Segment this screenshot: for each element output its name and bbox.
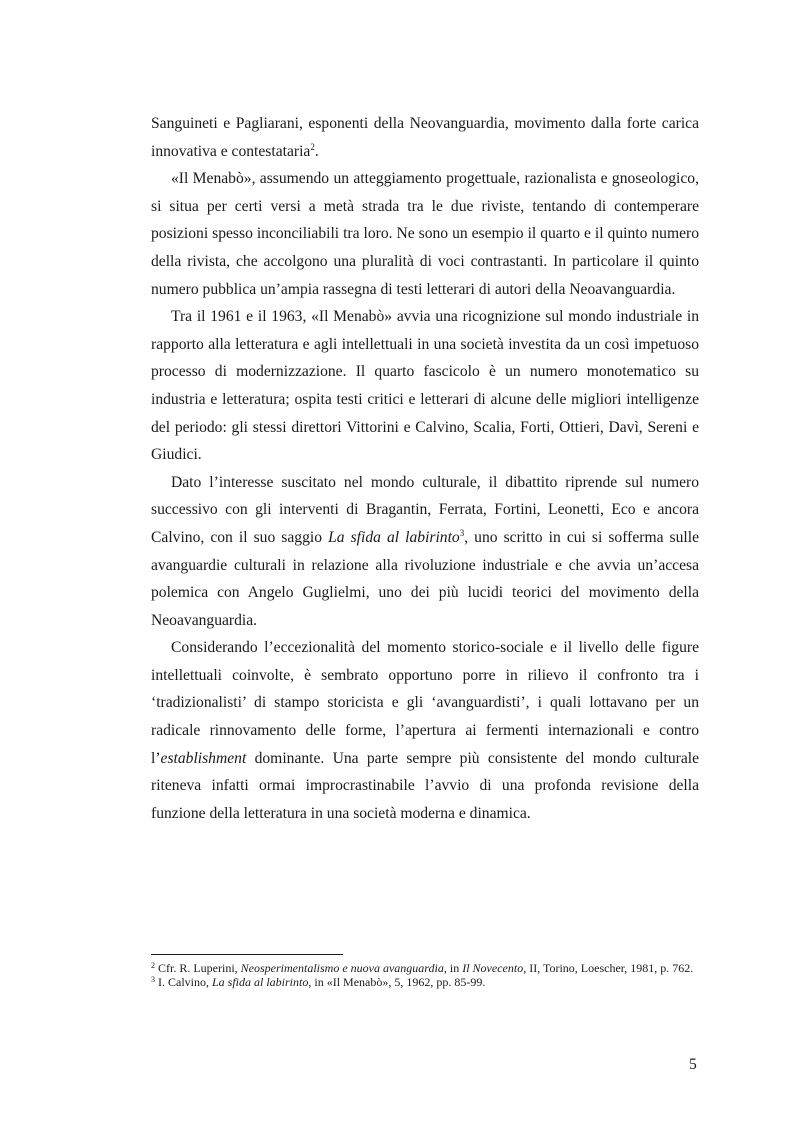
footnote-ref-3[interactable]: 3 <box>459 527 465 538</box>
body-text <box>151 110 699 827</box>
paragraph-5: Considerando l’eccezionalità del momento storico-sociale e il livello delle figure intellettuali coinvolte, è sembrato opportuno porre in rilievo il confronto tra i ‘tradizionalisti’ di stampo storicista e gli ‘avanguardisti’, i quali lottavano per un radicale rinnovamento delle forme, l’apertura ai fermenti internazionali e contro l’establishment dominante. Una parte sempre più consistente del mondo culturale riteneva infatti ormai improcrastinabile l’avvio di una profonda revisione della funzione della letteratura in una società moderna e dinamica. <box>151 639 699 822</box>
footnote-separator <box>151 954 343 955</box>
footnote-3: $^3$ I. Calvino, La sfida al labirinto, in «Il Menabò», 5, 1962, pp. 85-99. <box>151 975 486 990</box>
paragraph-1: Sanguineti e Pagliarani, esponenti della Neovanguardia, movimento dalla forte carica innovativa e contestataria$^2$. <box>151 115 699 160</box>
essay-title: La sfida al labirinto <box>328 528 460 546</box>
paragraph-4: Dato l’interesse suscitato nel mondo culturale, il dibattito riprende sul numero successivo con gli interventi di Bragantin, Ferrata, Fortini, Leonetti, Eco e ancora Calvino, con il suo saggio La sfida al labirinto$^3$, uno scritto in cui si sofferma sulle avanguardie culturali in relazione alla rivoluzione industriale e che avvia un’accesa polemica con Angelo Guglielmi, uno dei più lucidi teorici del movimento della Neoavanguardia. <box>151 473 699 629</box>
footnote-ref-2[interactable]: 2 <box>310 141 315 152</box>
footnotes <box>151 961 699 989</box>
emphasis-establishment: establishment <box>160 749 247 767</box>
footnote-2: $^2$ Cfr. R. Luperini, Neosperimentalismo e nuova avanguardia, in Il Novecento, II, Torino, Loescher, 1981, p. 762. <box>151 961 694 975</box>
paragraph-3: Tra il 1961 e il 1963, «Il Menabò» avvia una ricognizione sul mondo industriale in rapporto alla letteratura e agli intellettuali in una società investita da un così impetuoso processo di modernizzazione. Il quarto fascicolo è un numero monotematico su industria e letteratura; ospita testi critici e letterari di alcune delle migliori intelligenze del periodo: gli stessi direttori Vittorini e Calvino, Scalia, Forti, Ottieri, Davì, Sereni e Giudici. <box>151 308 699 464</box>
paragraph-2: «Il Menabò», assumendo un atteggiamento progettuale, razionalista e gnoseologico, si situa per certi versi a metà strada tra le due riviste, tentando di contemperare posizioni spesso inconciliabili tra loro. Ne sono un esempio il quarto e il quinto numero della rivista, che accolgono una pluralità di voci contrastanti. In particolare il quinto numero pubblica un’ampia rassegna di testi letterari di autori della Neoavanguardia. <box>151 170 699 298</box>
page-number: 5 <box>689 1056 697 1073</box>
